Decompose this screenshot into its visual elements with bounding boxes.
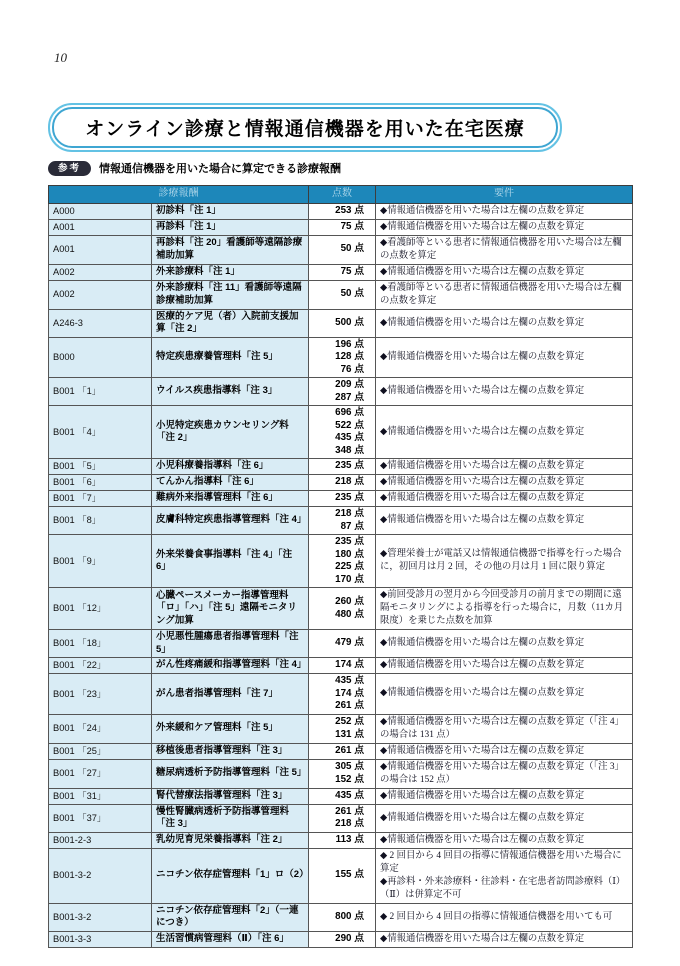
table-row xyxy=(49,832,633,848)
fee-name-cell: ウイルス疾患指導料「注 3」 xyxy=(152,378,309,406)
points-value: 152 点 xyxy=(335,773,364,785)
table-row xyxy=(49,674,633,715)
code-cell: B001 「25」 xyxy=(49,743,152,759)
points-value: 261 点 xyxy=(335,805,364,817)
points-cell xyxy=(309,337,376,378)
points-cell xyxy=(309,491,376,507)
table-row xyxy=(49,203,633,219)
points-value: 435 点 xyxy=(335,675,364,686)
points-value: 50 点 xyxy=(340,288,364,300)
points-cell xyxy=(309,630,376,658)
requirements-cell xyxy=(376,674,633,715)
requirement-item: ◆情報通信機器を用いた場合は左欄の点数を算定 xyxy=(380,477,585,487)
points-cell xyxy=(309,903,376,931)
requirement-item: ◆情報通信機器を用いた場合は左欄の点数を算定 xyxy=(380,660,585,670)
points-cell xyxy=(309,832,376,848)
fee-name-cell: がん性疼痛緩和指導管理料「注 4」 xyxy=(152,658,309,674)
fee-name-cell: ニコチン依存症管理料「1」ロ（2） xyxy=(152,848,309,903)
points-value: 113 点 xyxy=(335,833,364,845)
points-value: 218 点 xyxy=(335,476,364,488)
requirements-cell xyxy=(376,406,633,459)
fee-name-cell: 移植後患者指導管理料「注 3」 xyxy=(152,743,309,759)
points-value: 76 点 xyxy=(340,363,364,375)
code-cell: B001-3-2 xyxy=(49,848,152,903)
fee-name-cell: ニコチン依存症管理料「2」（一連につき） xyxy=(152,903,309,931)
requirement-item: ◆情報通信機器を用いた場合は左欄の点数を算定 xyxy=(380,638,585,648)
fee-table-body xyxy=(49,203,633,947)
requirements-cell xyxy=(376,931,633,947)
code-cell: B001-3-3 xyxy=(49,931,152,947)
table-row xyxy=(49,309,633,337)
points-cell xyxy=(309,264,376,280)
requirement-item: ◆情報通信機器を用いた場合は左欄の点数を算定 xyxy=(380,745,585,756)
header-row xyxy=(49,186,633,204)
points-value: 261 点 xyxy=(335,744,364,756)
code-cell: B001-3-2 xyxy=(49,903,152,931)
requirement-item: ◆情報通信機器を用いた場合は左欄の点数を算定（「注 4」の場合は 131 点） xyxy=(380,716,624,740)
requirements-cell xyxy=(376,759,633,788)
requirements-cell xyxy=(376,630,633,658)
points-value: 174 点 xyxy=(335,687,364,699)
fee-name-cell: 医療的ケア児（者）入院前支援加算「注 2」 xyxy=(152,309,309,337)
requirement-item: ◆看護師等といる患者に情報通信機器を用いた場合は左欄の点数を算定 xyxy=(380,237,622,261)
code-cell: B001 「22」 xyxy=(49,658,152,674)
points-value: 696 点 xyxy=(335,407,364,418)
requirement-item: ◆情報通信機器を用いた場合は左欄の点数を算定 xyxy=(380,790,585,801)
points-value: 225 点 xyxy=(335,561,364,572)
points-value: 480 点 xyxy=(335,608,364,620)
requirement-item: ◆情報通信機器を用いた場合は左欄の点数を算定 xyxy=(380,351,585,362)
points-cell xyxy=(309,459,376,475)
fee-name-cell: 小児科療養指導料「注 6」 xyxy=(152,459,309,475)
table-row xyxy=(49,378,633,406)
requirement-item: ◆再診料・外来診療料・往診料・在宅患者訪問診療料（Ⅰ）（Ⅱ）は併算定不可 xyxy=(380,876,626,900)
table-row xyxy=(49,588,633,630)
points-cell xyxy=(309,714,376,743)
points-value: 131 点 xyxy=(335,728,364,740)
code-cell: B001 「31」 xyxy=(49,788,152,804)
fee-name-cell: がん患者指導管理料「注 7」 xyxy=(152,674,309,715)
table-row xyxy=(49,264,633,280)
points-cell xyxy=(309,535,376,588)
requirement-item: ◆情報通信機器を用いた場合は左欄の点数を算定 xyxy=(380,834,585,845)
table-row xyxy=(49,280,633,309)
points-value: 235 点 xyxy=(335,460,364,472)
title-box-inner xyxy=(52,107,558,148)
table-row xyxy=(49,743,633,759)
requirement-item: ◆情報通信機器を用いた場合は左欄の点数を算定 xyxy=(380,386,585,396)
points-cell xyxy=(309,588,376,630)
requirement-item: ◆情報通信機器を用いた場合は左欄の点数を算定 xyxy=(380,266,585,277)
requirements-cell xyxy=(376,219,633,235)
requirements-cell xyxy=(376,309,633,337)
fee-name-cell: 皮膚科特定疾患指導管理料「注 4」 xyxy=(152,507,309,535)
code-cell: B001 「4」 xyxy=(49,406,152,459)
requirement-item: ◆情報通信機器を用いた場合は左欄の点数を算定 xyxy=(380,221,585,232)
points-value: 261 点 xyxy=(335,700,364,711)
requirements-cell xyxy=(376,535,633,588)
header-points: 点数 xyxy=(309,186,376,204)
points-value: 305 点 xyxy=(335,761,364,772)
fee-name-cell: 外来栄養食事指導料「注 4」「注 6」 xyxy=(152,535,309,588)
code-cell: B001 「27」 xyxy=(49,759,152,788)
requirements-cell xyxy=(376,903,633,931)
requirement-item: ◆看護師等といる患者に情報通信機器を用いた場合は左欄の点数を算定 xyxy=(380,282,622,306)
table-row xyxy=(49,759,633,788)
fee-name-cell: 腎代替療法指導管理料「注 3」 xyxy=(152,788,309,804)
points-cell xyxy=(309,280,376,309)
points-value: 479 点 xyxy=(335,637,364,649)
fee-name-cell: 心臓ペースメーカー指導管理料「ロ」「ハ」「注 5」遠隔モニタリング加算 xyxy=(152,588,309,630)
table-row xyxy=(49,507,633,535)
fee-table-header xyxy=(49,186,633,204)
table-row xyxy=(49,235,633,264)
requirement-item: ◆情報通信機器を用いた場合は左欄の点数を算定 xyxy=(380,688,585,699)
fee-name-cell: 小児特定疾患カウンセリング料「注 2」 xyxy=(152,406,309,459)
points-value: 522 点 xyxy=(335,419,364,431)
requirement-item: ◆前回受診月の翌月から今回受診月の前月までの期間に遠隔モニタリングによる指導を行った場合に，月数（11カ月限度）を乗じた点数を加算 xyxy=(380,590,624,626)
code-cell: A246-3 xyxy=(49,309,152,337)
points-value: 128 点 xyxy=(335,351,364,362)
code-cell: B001 「9」 xyxy=(49,535,152,588)
points-value: 800 点 xyxy=(335,910,364,922)
table-row xyxy=(49,931,633,947)
requirements-cell xyxy=(376,459,633,475)
code-cell: B001 「5」 xyxy=(49,459,152,475)
requirements-cell xyxy=(376,714,633,743)
points-value: 253 点 xyxy=(335,204,364,216)
table-row xyxy=(49,630,633,658)
points-cell xyxy=(309,203,376,219)
fee-name-cell: 外来診療料「注 11」看護師等遠隔診療補助加算 xyxy=(152,280,309,309)
table-row xyxy=(49,788,633,804)
code-cell: A000 xyxy=(49,203,152,219)
points-value: 500 点 xyxy=(335,316,364,328)
fee-name-cell: 乳幼児育児栄養指導料「注 2」 xyxy=(152,832,309,848)
points-value: 174 点 xyxy=(335,659,364,671)
requirements-cell xyxy=(376,475,633,491)
requirement-item: ◆情報通信機器を用いた場合は左欄の点数を算定 xyxy=(380,205,585,216)
table-row xyxy=(49,475,633,491)
table-row xyxy=(49,714,633,743)
requirements-cell xyxy=(376,203,633,219)
header-requirements: 要件 xyxy=(376,186,633,204)
requirements-cell xyxy=(376,235,633,264)
requirements-cell xyxy=(376,788,633,804)
points-value: 435 点 xyxy=(335,432,364,443)
requirement-item: ◆管理栄養士が電話又は情報通信機器で指導を行った場合に，初回月は月 2 回，その他の月は月 1 回に限り算定 xyxy=(380,549,622,572)
points-value: 235 点 xyxy=(335,492,364,504)
requirements-cell xyxy=(376,507,633,535)
points-cell xyxy=(309,309,376,337)
requirements-cell xyxy=(376,378,633,406)
points-value: 75 点 xyxy=(340,265,364,277)
points-cell xyxy=(309,848,376,903)
requirement-item: ◆情報通信機器を用いた場合は左欄の点数を算定 xyxy=(380,933,585,944)
requirements-cell xyxy=(376,588,633,630)
table-row xyxy=(49,535,633,588)
points-cell xyxy=(309,743,376,759)
points-value: 170 点 xyxy=(335,573,364,585)
requirements-cell xyxy=(376,832,633,848)
code-cell: B001 「8」 xyxy=(49,507,152,535)
table-row xyxy=(49,658,633,674)
requirement-item: ◆情報通信機器を用いた場合は左欄の点数を算定 xyxy=(380,317,585,328)
points-cell xyxy=(309,931,376,947)
code-cell: B001 「18」 xyxy=(49,630,152,658)
points-value: 287 点 xyxy=(335,391,364,403)
code-cell: A001 xyxy=(49,235,152,264)
points-cell xyxy=(309,674,376,715)
points-value: 180 点 xyxy=(335,548,364,560)
points-value: 50 点 xyxy=(340,243,364,255)
table-row xyxy=(49,459,633,475)
page-title: オンライン診療と情報通信機器を用いた在宅医療 xyxy=(85,119,525,140)
points-value: 209 点 xyxy=(335,379,364,390)
reference-badge: 参考 xyxy=(48,161,91,176)
fee-name-cell: 再診料「注 1」 xyxy=(152,219,309,235)
fee-name-cell: 外来診療料「注 1」 xyxy=(152,264,309,280)
requirement-item: ◆情報通信機器を用いた場合は左欄の点数を算定 xyxy=(380,426,585,437)
points-cell xyxy=(309,788,376,804)
points-cell xyxy=(309,219,376,235)
requirement-item: ◆情報通信機器を用いた場合は左欄の点数を算定 xyxy=(380,812,585,823)
points-value: 290 点 xyxy=(335,932,364,944)
table-row xyxy=(49,848,633,903)
code-cell: A001 xyxy=(49,219,152,235)
points-value: 218 点 xyxy=(335,508,364,519)
fee-name-cell: 再診料「注 20」看護師等遠隔診療補助加算 xyxy=(152,235,309,264)
points-cell xyxy=(309,378,376,406)
points-value: 196 点 xyxy=(335,338,364,350)
reference-heading-line xyxy=(48,160,632,176)
table-row xyxy=(49,337,633,378)
code-cell: B001 「12」 xyxy=(49,588,152,630)
table-row xyxy=(49,804,633,832)
fee-name-cell: 慢性腎臓病透析予防指導管理料「注 3」 xyxy=(152,804,309,832)
points-cell xyxy=(309,507,376,535)
fee-table xyxy=(48,185,633,948)
fee-name-cell: 特定疾患療養管理料「注 5」 xyxy=(152,337,309,378)
requirement-item: ◆情報通信機器を用いた場合は左欄の点数を算定 xyxy=(380,515,585,525)
code-cell: B001 「24」 xyxy=(49,714,152,743)
code-cell: B000 xyxy=(49,337,152,378)
requirements-cell xyxy=(376,337,633,378)
requirements-cell xyxy=(376,264,633,280)
points-value: 252 点 xyxy=(335,716,364,727)
points-value: 218 点 xyxy=(335,818,364,829)
table-row xyxy=(49,491,633,507)
points-cell xyxy=(309,658,376,674)
reference-heading: 情報通信機器を用いた場合に算定できる診療報酬 xyxy=(99,163,342,175)
requirement-item: ◆情報通信機器を用いた場合は左欄の点数を算定（「注 3」の場合は 152 点） xyxy=(380,761,624,785)
fee-name-cell: 初診料「注 1」 xyxy=(152,203,309,219)
code-cell: B001 「1」 xyxy=(49,378,152,406)
requirement-item: ◆ 2 回目から 4 回目の指導に情報通信機器を用いても可 xyxy=(380,911,613,922)
points-cell xyxy=(309,804,376,832)
points-cell xyxy=(309,406,376,459)
code-cell: A002 xyxy=(49,280,152,309)
code-cell: B001 「23」 xyxy=(49,674,152,715)
points-value: 75 点 xyxy=(340,220,364,232)
requirement-item: ◆情報通信機器を用いた場合は左欄の点数を算定 xyxy=(380,493,585,503)
points-cell xyxy=(309,235,376,264)
points-cell xyxy=(309,759,376,788)
table-row xyxy=(49,219,633,235)
page-number: 10 xyxy=(54,50,67,65)
header-fee: 診療報酬 xyxy=(49,186,309,204)
points-value: 260 点 xyxy=(335,596,364,607)
requirements-cell xyxy=(376,743,633,759)
requirements-cell xyxy=(376,658,633,674)
requirements-cell xyxy=(376,491,633,507)
fee-name-cell: てんかん指導料「注 6」 xyxy=(152,475,309,491)
requirements-cell xyxy=(376,280,633,309)
requirements-cell xyxy=(376,804,633,832)
code-cell: B001 「37」 xyxy=(49,804,152,832)
fee-name-cell: 糖尿病透析予防指導管理料「注 5」 xyxy=(152,759,309,788)
points-cell xyxy=(309,475,376,491)
table-row xyxy=(49,903,633,931)
code-cell: A002 xyxy=(49,264,152,280)
requirements-cell xyxy=(376,848,633,903)
title-box xyxy=(48,103,562,152)
code-cell: B001-2-3 xyxy=(49,832,152,848)
code-cell: B001 「7」 xyxy=(49,491,152,507)
points-value: 87 点 xyxy=(340,520,364,532)
points-value: 235 点 xyxy=(335,536,364,547)
points-value: 155 点 xyxy=(335,869,364,881)
requirement-item: ◆ 2 回目から 4 回目の指導に情報通信機器を用いた場合に算定 xyxy=(380,850,622,874)
fee-name-cell: 外来緩和ケア管理料「注 5」 xyxy=(152,714,309,743)
requirement-item: ◆情報通信機器を用いた場合は左欄の点数を算定 xyxy=(380,461,585,471)
fee-name-cell: 難病外来指導管理料「注 6」 xyxy=(152,491,309,507)
points-value: 435 点 xyxy=(335,789,364,801)
fee-name-cell: 小児悪性腫瘍患者指導管理料「注 5」 xyxy=(152,630,309,658)
points-value: 348 点 xyxy=(335,444,364,456)
fee-name-cell: 生活習慣病管理料（Ⅱ）「注 6」 xyxy=(152,931,309,947)
code-cell: B001 「6」 xyxy=(49,475,152,491)
table-row xyxy=(49,406,633,459)
